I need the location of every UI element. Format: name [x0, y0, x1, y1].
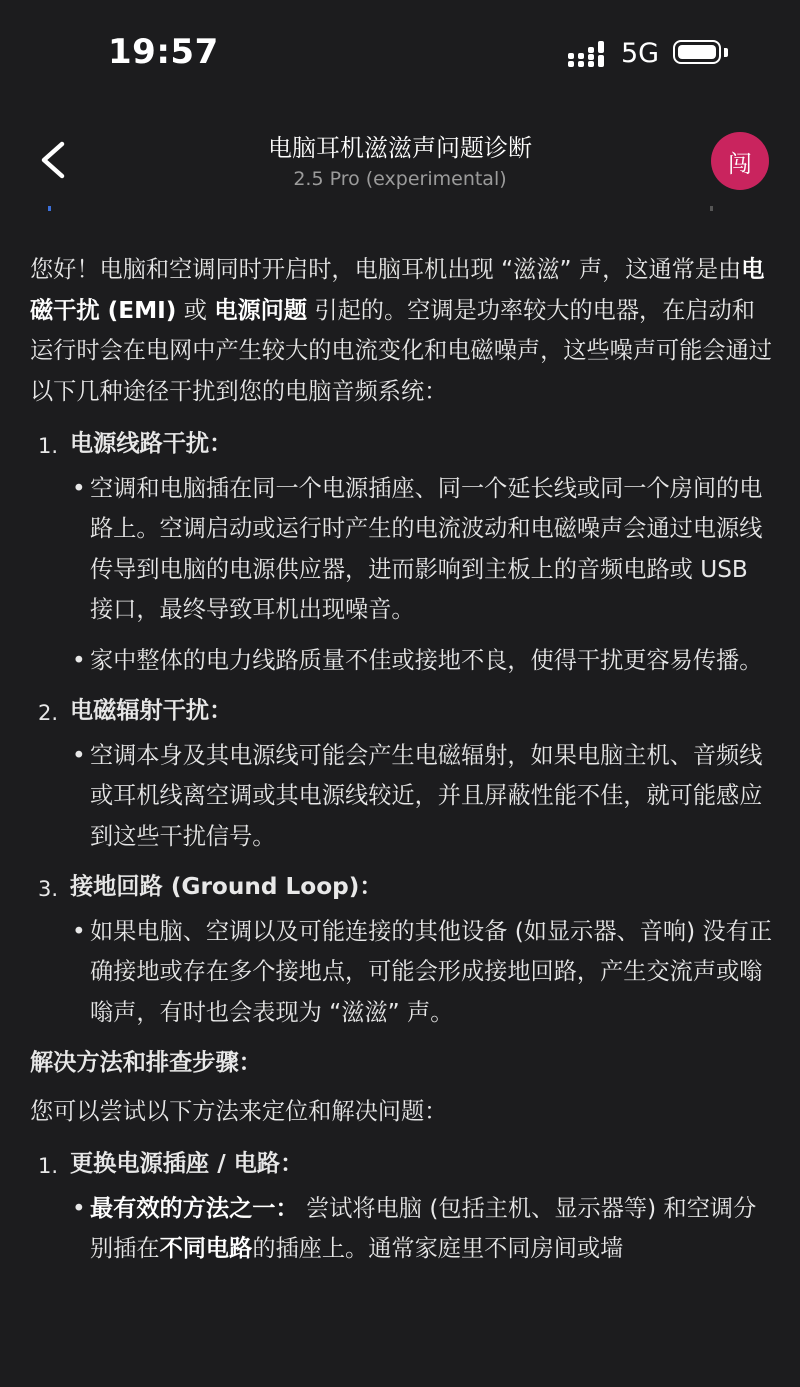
list-item: 2. 电磁辐射干扰： • 空调本身及其电源线可能会产生电磁辐射，如果电脑主机、音频线或耳机线离空调或其电源线较近，并且屏蔽性能不佳，就可能感应到这些干扰信号。: [30, 691, 775, 857]
battery-icon: [673, 40, 721, 64]
chat-title[interactable]: 电脑耳机滋滋声问题诊断: [268, 134, 532, 162]
list-item: 1. 电源线路干扰： • 空调和电脑插在同一个电源插座、同一个延长线或同一个房间的电路上。空调启动或运行时产生的电流波动和电磁噪声会通过电源线传导到电脑的电源供应器，进而影响到主板上的音频电路或 USB 接口，最终导致耳机出现噪音。 • 家中整体的电力线路质量不佳或接地不良，使得干扰更容易传播。: [30, 424, 775, 681]
battery-level-fill: [678, 45, 716, 59]
bullet-item: • 如果电脑、空调以及可能连接的其他设备 (如显示器、音响) 没有正确接地或存在多个接地点，可能会形成接地回路，产生交流声或嗡嗡声，有时也会表现为 “滋滋” 声。: [70, 912, 775, 1034]
response-content: [30, 250, 775, 1280]
cause-title: 电源线路干扰：: [70, 430, 233, 457]
list-item: 1. 更换电源插座 / 电路： • 最有效的方法之一： 尝试将电脑 (包括主机、显示器等) 和空调分别插在不同电路的插座上。通常家庭里不同房间或墙: [30, 1144, 775, 1270]
cause-list: [30, 424, 775, 1033]
scroll-fade-mark: [48, 206, 51, 211]
scroll-fade-mark: [710, 206, 713, 211]
bullet-item: • 空调本身及其电源线可能会产生电磁辐射，如果电脑主机、音频线或耳机线离空调或其电源线较近，并且屏蔽性能不佳，就可能感应到这些干扰信号。: [70, 736, 775, 858]
cause-title: 电磁辐射干扰：: [70, 697, 233, 724]
status-time: 19:57: [108, 32, 219, 72]
intro-paragraph: 您好！电脑和空调同时开启时，电脑耳机出现 “滋滋” 声，这通常是由电磁干扰 (EMI) 或 电源问题 引起的。空调是功率较大的电器，在启动和运行时会在电网中产生较大的电流变化和电磁噪声，这些噪声可能会通过以下几种途径干扰到您的电脑音频系统：: [30, 256, 772, 405]
solutions-heading: 解决方法和排查步骤：: [30, 1049, 262, 1076]
bullet-item: • 空调和电脑插在同一个电源插座、同一个延长线或同一个房间的电路上。空调启动或运行时产生的电流波动和电磁噪声会通过电源线传导到电脑的电源供应器，进而影响到主板上的音频电路或 USB 接口，最终导致耳机出现噪音。: [70, 469, 775, 631]
chat-header: [0, 110, 800, 215]
list-item: 3. 接地回路 (Ground Loop)： • 如果电脑、空调以及可能连接的其他设备 (如显示器、音响) 没有正确接地或存在多个接地点，可能会形成接地回路，产生交流声或嗡嗡声，有时也会表现为 “滋滋” 声。: [30, 867, 775, 1033]
cause-title: 接地回路 (Ground Loop)：: [70, 873, 383, 900]
solutions-intro: 您可以尝试以下方法来定位和解决问题：: [30, 1097, 448, 1125]
status-bar: [0, 0, 800, 110]
bullet-item: • 最有效的方法之一： 尝试将电脑 (包括主机、显示器等) 和空调分别插在不同电路的插座上。通常家庭里不同房间或墙: [70, 1189, 775, 1270]
cellular-signal-icon: [567, 40, 609, 68]
solution-title: 更换电源插座 / 电路：: [70, 1150, 304, 1177]
bullet-item: • 家中整体的电力线路质量不佳或接地不良，使得干扰更容易传播。: [70, 641, 775, 682]
model-name[interactable]: 2.5 Pro (experimental): [293, 168, 507, 190]
user-avatar[interactable]: 闯: [711, 132, 769, 190]
network-type: 5G: [621, 38, 660, 69]
